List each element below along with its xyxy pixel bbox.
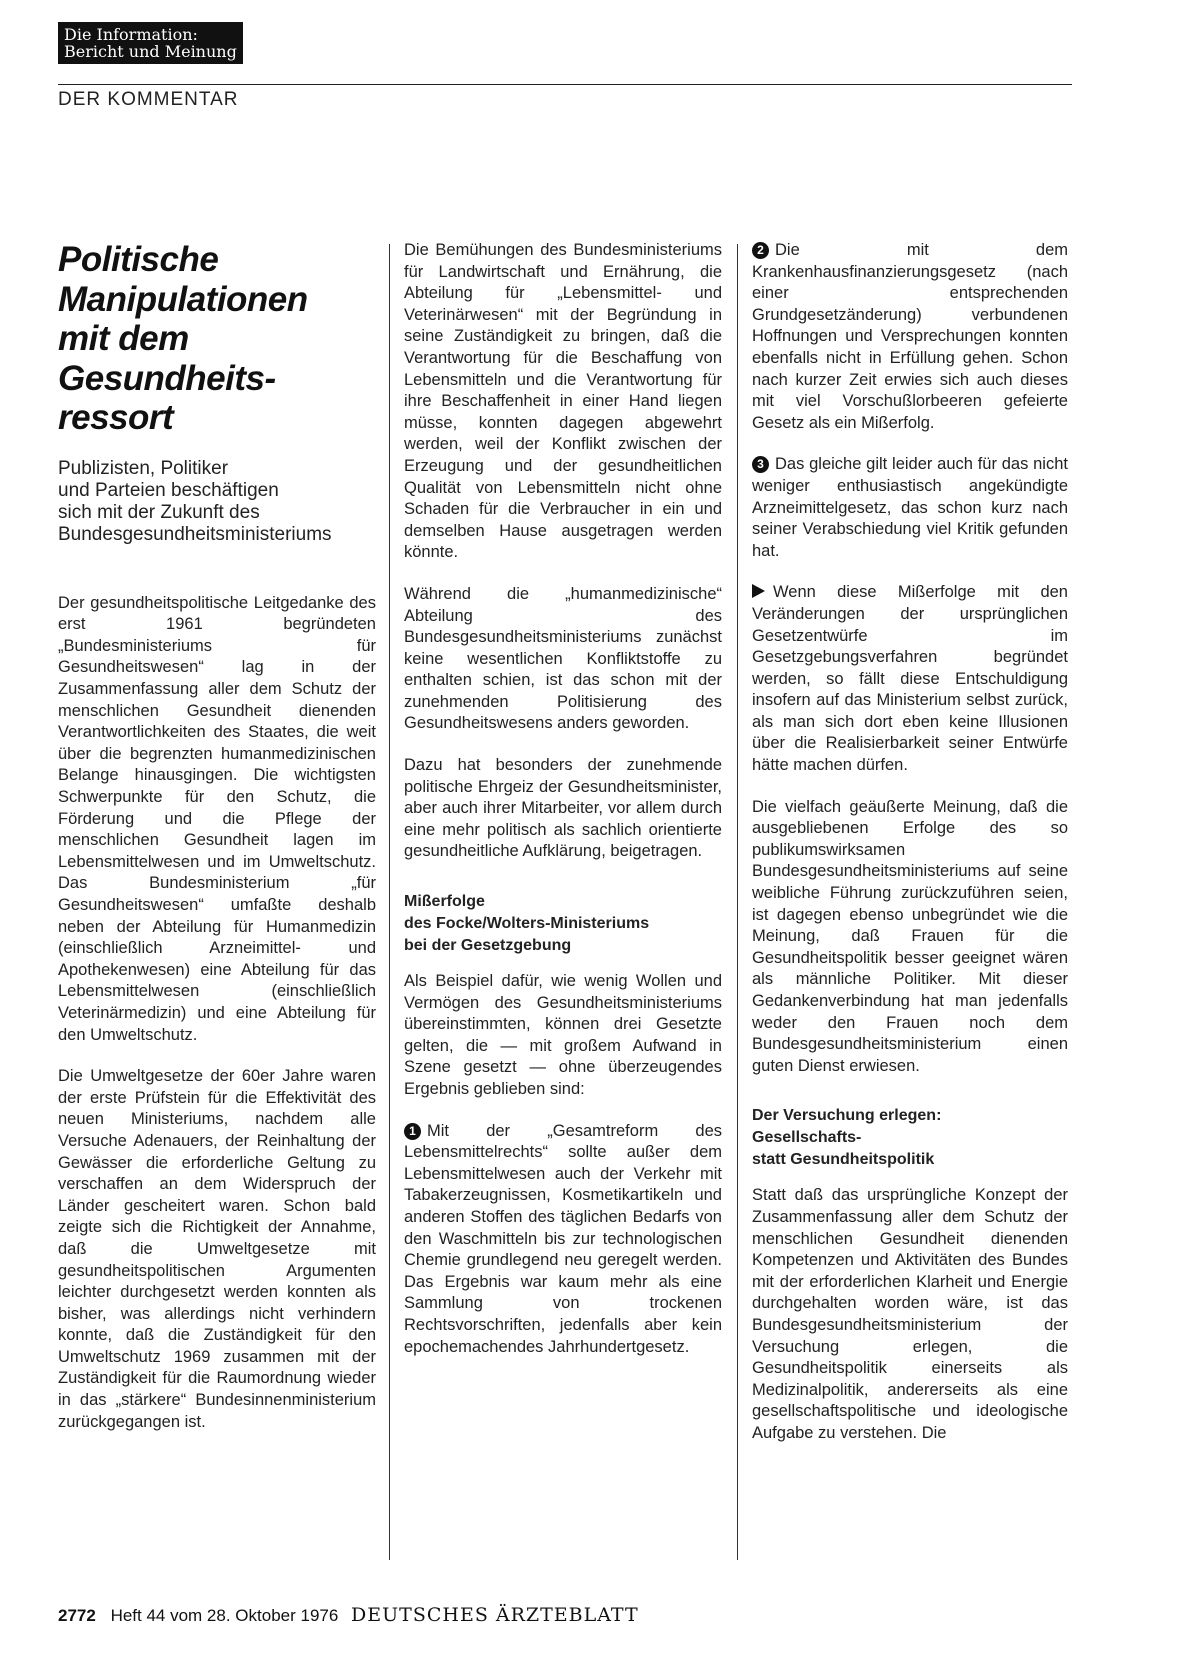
subheading <box>404 891 722 957</box>
paragraph-text: Die mit dem Krankenhausfinanzierungsgesetz (nach einer entsprechenden Grundgesetzänderung) verbundenen Hoffnungen und Versprechungen konnten ebenfalls nicht in Erfüllung gehen. Schon nach kurzer Zeit erwies sich auch dieses mit viel Vorschußlorbeeren gefeierte Gesetz als ein Mißerfolg. <box>752 241 1068 432</box>
body-paragraph: Die vielfach geäußerte Meinung, daß die ausgebliebenen Erfolge des so publikumswirksamen Bundesgesundheitsministeriums auf seine weibliche Führung zurückzuführen seien, ist dagegen ebenso unbegründet wie die Meinung, daß Frauen für die Gesundheitspolitik besser geeignet wären als männliche Politiker. Mit dieser Gedankenverbindung hat man jedenfalls weder den Frauen noch dem Bundesgesundheitsministerium einen guten Dienst erwiesen. <box>752 797 1068 1075</box>
body-paragraph: Während die „humanmedizinische“ Abteilung des Bundesgesundheitsministeriums zunächst keine wesentlichen Konfliktstoffe zu enthalten schien, ist das schon mit der zunehmenden Politisierung des Gesundheitswesens anders geworden. <box>404 584 722 733</box>
number-two-icon: 2 <box>752 242 769 259</box>
body-paragraph: Dazu hat besonders der zunehmende politische Ehrgeiz der Gesundheitsminister, aber auch ihrer Mitarbeiter, vor allem durch eine mehr politisch als sachlich orientierte gesundheitliche Aufklärung, beigetragen. <box>404 756 722 861</box>
title-line: Manipulationen <box>58 279 308 319</box>
rubric-line: Bericht und Meinung <box>64 42 237 61</box>
number-one-icon: 1 <box>404 1123 421 1140</box>
number-three-icon: 3 <box>752 456 769 473</box>
title-line: ressort <box>58 398 174 437</box>
column-3 <box>752 240 1068 1465</box>
deck-line: und Parteien beschäftigen <box>58 479 279 501</box>
body-paragraph: Die Umweltgesetze der 60er Jahre waren der erste Prüfstein für die Effektivität des neuen Ministeriums, nachdem alle Versuche Adenauers, der Reinhaltung der Gewässer die erforderliche Geltung zu verschaffen an dem Widerspruch der Länder gescheitert waren. Schon bald zeigte sich die Richtigkeit der Annahme, daß die Umweltgesetze mit gesundheitspolitischen Argumenten leichter durchgesetzt werden konnten als bisher, was allerdings nicht verhindern konnte, daß die Zuständigkeit für den Umweltschutz 1969 zusammen mit der Zuständigkeit für die Raumordnung wieder in das „stärkere“ Bundesinnenministerium zurückgegangen ist. <box>58 1067 376 1431</box>
magazine-name: DEUTSCHES ÄRZTEBLATT <box>351 1604 639 1626</box>
body-paragraph: Der gesundheitspolitische Leitgedanke des erst 1961 begründeten „Bundesministeriums für Gesundheitswesen“ lag in der Zusammenfassung aller dem Schutz der menschlichen Gesundheit dienenden Verantwortlichkeiten des Staates, die weit über die begrenzten humanmedizinischen Belange hinausgingen. Die wichtigsten Schwerpunkte für den Schutz, die Förderung und die Pflege der menschlichen Gesundheit lagen im Lebensmittelwesen und im Umweltschutz. Das Bundesministerium „für Gesundheitswesen“ umfaßte deshalb neben der Abteilung für Humanmedizin (einschließlich Arzneimittel- und Apothekenwesen) eine Abteilung für das Lebensmittelwesen (einschließlich Veterinärmedizin) und eine Abteilung für den Umweltschutz. <box>58 593 376 1044</box>
issue-info: Heft 44 vom 28. Oktober 1976 <box>110 1606 339 1625</box>
rubric-box <box>58 22 243 64</box>
subheading-line: Der Versuchung erlegen: <box>752 1107 942 1125</box>
body-paragraph: Als Beispiel dafür, wie wenig Wollen und Vermögen des Gesundheitsministeriums übereinstimmten, können drei Gesetzte gelten, die — mit großem Aufwand in Szene gesetzt — ohne überzeugendes Ergebnis geblieben sind: <box>404 972 722 1098</box>
section-label: DER KOMMENTAR <box>58 89 239 110</box>
deck-line: Publizisten, Politiker <box>58 457 229 479</box>
subheading-line: des Focke/Wolters-Ministeriums <box>404 915 650 933</box>
body-paragraph: Die Bemühungen des Bundesministeriums für Landwirtschaft und Ernährung, die Abteilung für „Lebensmittel- und Veterinärwesen“ mit der Begründung in seine Zuständigkeit zu bringen, daß die Verantwortung für die Beschaffung von Lebensmitteln und die Verantwortung für ihre Beschaffenheit in einer Hand liegen müsse, konnten dagegen abgewehrt werden, weil der Konflikt zwischen der Erzeugung und der gesundheitlichen Qualität von Lebensmitteln nicht ohne Schaden für die Verbraucher in ein und demselben Hause ausgetragen werden könnte. <box>404 241 722 562</box>
paragraph-text: Das gleiche gilt leider auch für das nicht weniger enthusiastisch angekündigte Arzneimittelgesetz, das schon kurz nach seiner Verabschiedung viel Kritik gefunden hat. <box>752 455 1068 560</box>
column-divider <box>389 244 390 1560</box>
subheading-line: Mißerfolge <box>404 893 485 911</box>
paragraph-text: Wenn diese Mißerfolge mit den Veränderungen der ursprünglichen Gesetzentwürfe im Gesetzgebungsverfahren begründet werden, so fällt diese Entschuldigung insofern auf das Ministerium selbst zurück, als man sich dort eben keine Illusionen über die Realisierbarkeit seiner Entwürfe hätte machen dürfen. <box>752 583 1068 775</box>
page-footer <box>58 1604 639 1626</box>
deck-line: sich mit der Zukunft des <box>58 502 260 524</box>
numbered-paragraph <box>752 240 1068 434</box>
column-2 <box>404 240 722 1378</box>
paragraph-text: Mit der „Gesamtreform des Lebensmittelrechts“ sollte außer dem Lebensmittelwesen auch der Verkehr mit Tabakerzeugnissen, Kosmetikartikeln und anderen Stoffen des täglichen Bedarfs von den Waschmitteln bis zur technologischen Chemie grundlegend neu geregelt werden. Das Ergebnis war kaum mehr als eine Sammlung von trockenen Rechtsvorschriften, jedenfalls aber kein epochemachendes Jahrhundertgesetz. <box>404 1121 722 1356</box>
subheading <box>752 1105 1068 1171</box>
title-line: mit dem <box>58 319 189 358</box>
subheading-line: statt Gesundheitspolitik <box>752 1151 935 1169</box>
column-1 <box>58 240 376 1453</box>
title-line: Politische <box>58 240 219 279</box>
column-divider <box>737 244 738 1560</box>
triangle-arrow-icon <box>752 584 765 598</box>
arrow-paragraph <box>752 582 1068 776</box>
header-rule <box>58 84 1072 85</box>
subheading-line: bei der Gesetzgebung <box>404 937 572 955</box>
body-paragraph: Statt daß das ursprüngliche Konzept der Zusammenfassung aller dem Schutz der menschlichen Gesundheit dienenden Kompetenzen und Aktivitäten des Bundes mit der erforderlichen Klarheit und Energie durchgehalten worden wäre, ist das Bundesgesundheitsministerium der Versuchung erlegen, die Gesundheitspolitik einerseits als Medizinalpolitik, andererseits als eine gesellschaftspolitische und ideologische Aufgabe zu verstehen. Die <box>752 1186 1068 1442</box>
numbered-paragraph <box>752 454 1068 562</box>
rubric-line: Die Information: <box>64 25 198 44</box>
subheading-line: Gesellschafts- <box>752 1129 862 1147</box>
title-line: Gesundheits- <box>58 358 276 398</box>
article-deck <box>58 458 376 547</box>
deck-line: Bundesgesundheitsministeriums <box>58 524 332 546</box>
article-title <box>58 240 376 438</box>
page-number: 2772 <box>58 1606 96 1625</box>
numbered-paragraph <box>404 1121 722 1359</box>
